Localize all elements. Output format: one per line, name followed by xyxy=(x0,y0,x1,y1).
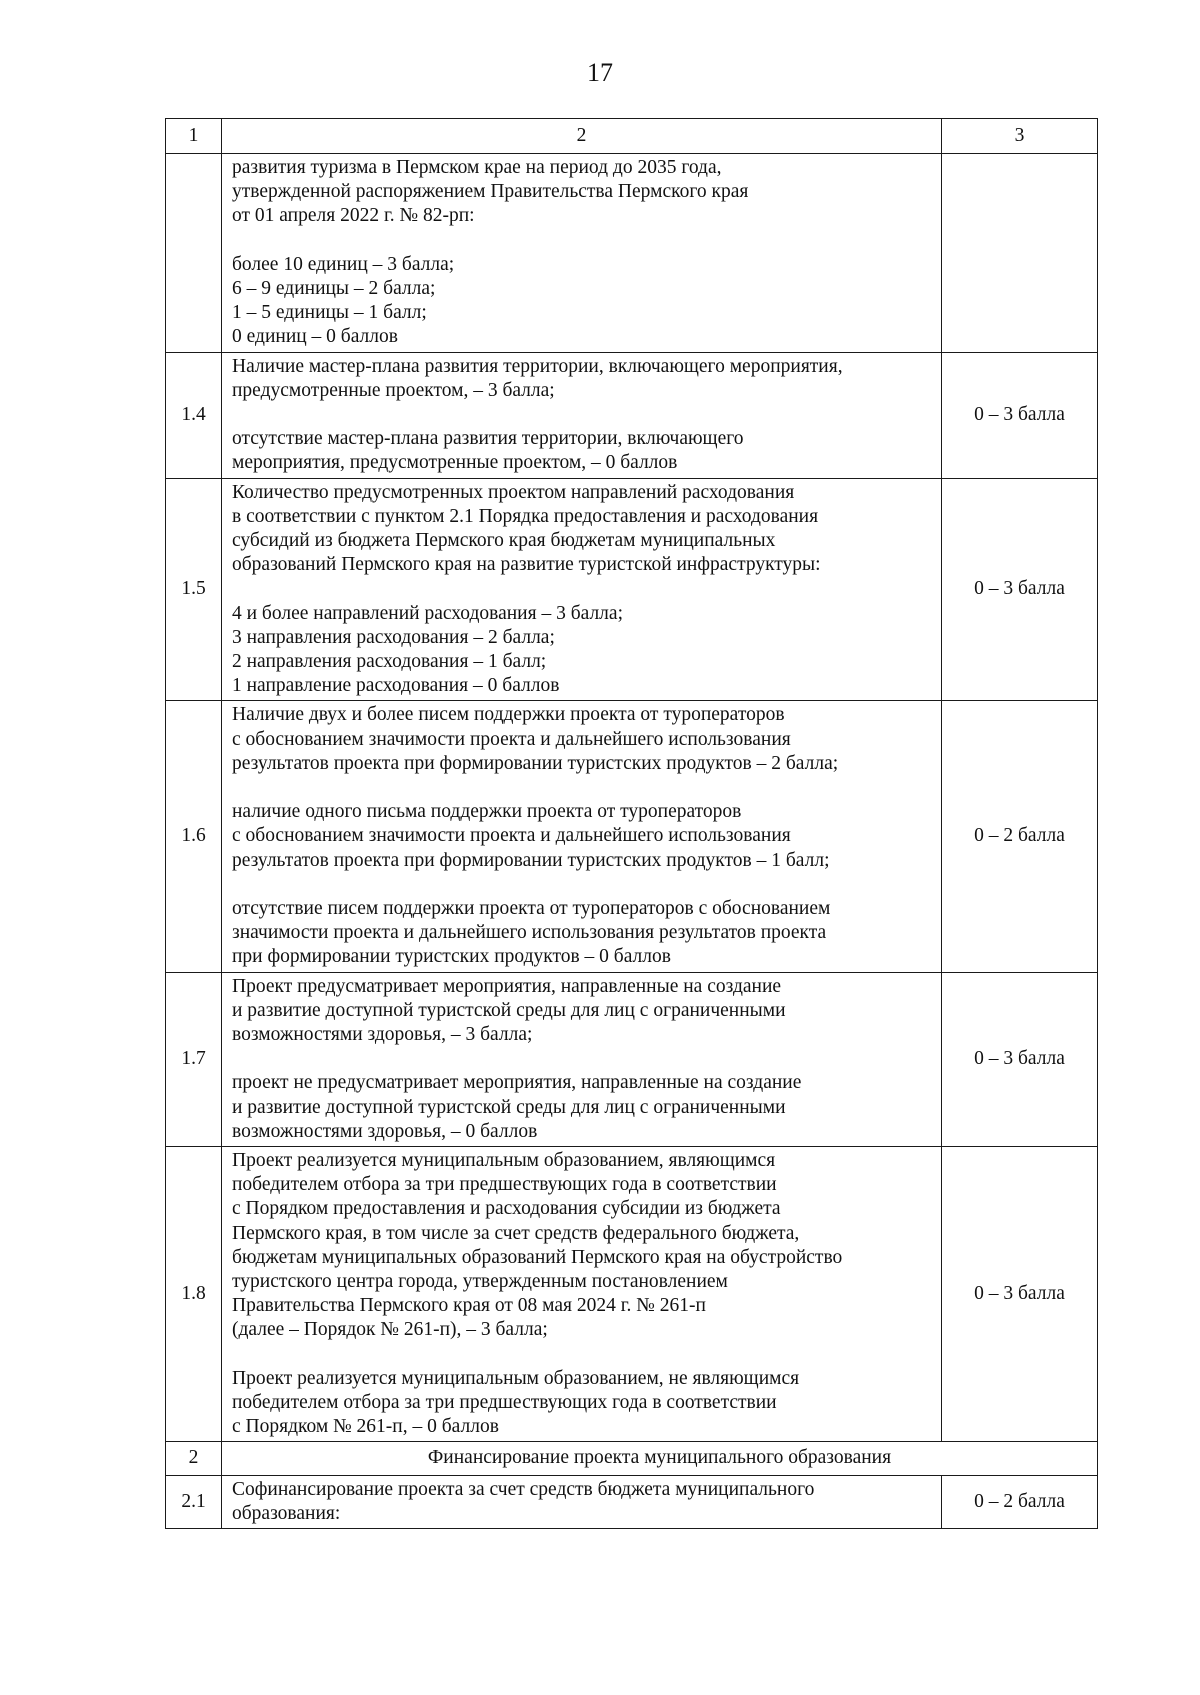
page-number: 17 xyxy=(587,58,613,87)
table-row xyxy=(166,154,1098,353)
criterion-paragraph: отсутствие писем поддержки проекта от туроператоров с обоснованием значимости проекта и дальнейшего использования результатов проекта при формировании туристских продуктов – 0 баллов xyxy=(232,898,831,968)
criterion-number: 1.4 xyxy=(166,352,222,478)
table-row xyxy=(166,972,1098,1146)
criterion-paragraph: более 10 единиц – 3 балла; 6 – 9 единицы – 2 балла; 1 – 5 единицы – 1 балл; 0 единиц – 0 баллов xyxy=(232,253,455,348)
criterion-paragraph: Проект реализуется муниципальным образованием, не являющимся победителем отбора за три предшествующих года в соответствии с Порядком № 261-п, – 0 баллов xyxy=(232,1367,800,1438)
criterion-number: 1.8 xyxy=(166,1147,222,1442)
criterion-number: 1.5 xyxy=(166,478,222,701)
criterion-number: 2.1 xyxy=(166,1475,222,1528)
criterion-text xyxy=(222,352,942,478)
section-number: 2 xyxy=(166,1442,222,1475)
criteria-table xyxy=(165,118,1098,1529)
criterion-score: 0 – 3 балла xyxy=(942,1147,1098,1442)
criterion-paragraph: Софинансирование проекта за счет средств бюджета муниципального образования: xyxy=(232,1478,815,1524)
table-row xyxy=(166,478,1098,701)
criterion-score: 0 – 3 балла xyxy=(942,972,1098,1146)
criterion-text xyxy=(222,154,942,353)
criterion-text xyxy=(222,701,942,972)
criterion-paragraph: Проект предусматривает мероприятия, направленные на создание и развитие доступной туристской среды для лиц с ограниченными возможностями здоровья, – 3 балла; xyxy=(232,975,786,1046)
criterion-score: 0 – 2 балла xyxy=(942,1475,1098,1528)
criterion-paragraph: проект не предусматривает мероприятия, направленные на создание и развитие доступной туристской среды для лиц с ограниченными возможностями здоровья, – 0 баллов xyxy=(232,1072,802,1142)
table-header-row xyxy=(166,119,1098,154)
criterion-number xyxy=(166,154,222,353)
column-header-1: 1 xyxy=(166,119,222,154)
criterion-paragraph: развития туризма в Пермском крае на период до 2035 года, утвержденной распоряжением Правительства Пермского края от 01 апреля 2022 г. № 82-рп: xyxy=(232,157,749,227)
criterion-score: 0 – 3 балла xyxy=(942,478,1098,701)
criterion-number: 1.6 xyxy=(166,701,222,972)
criterion-paragraph: отсутствие мастер-плана развития территории, включающего мероприятия, предусмотренные проектом, – 0 баллов xyxy=(232,428,744,474)
criterion-score xyxy=(942,154,1098,353)
criterion-paragraph: 4 и более направлений расходования – 3 балла; 3 направления расходования – 2 балла; 2 направления расходования – 1 балл; 1 направление расходования – 0 баллов xyxy=(232,602,623,697)
criterion-paragraph: Количество предусмотренных проектом направлений расходования в соответствии с пунктом 2.1 Порядка предоставления и расходования субсидий из бюджета Пермского края бюджетам муниципальных образований Пермского края на развитие туристской инфраструктуры: xyxy=(232,481,821,576)
section-title: Финансирование проекта муниципального образования xyxy=(222,1442,1098,1475)
criterion-score: 0 – 2 балла xyxy=(942,701,1098,972)
column-header-3: 3 xyxy=(942,119,1098,154)
column-header-2: 2 xyxy=(222,119,942,154)
criterion-paragraph: Проект реализуется муниципальным образованием, являющимся победителем отбора за три предшествующих года в соответствии с Порядком предоставления и расходования субсидии из бюджета Пермского края, в том числе за счет средств федерального бюджета, бюджетам муниципальных образований Пермского края на обустройство туристского центра города, утвержденным постановлением Правительства Пермского края от 08 мая 2024 г. № 261-п (далее – Порядок № 261-п), – 3 балла; xyxy=(232,1150,843,1341)
criterion-text xyxy=(222,478,942,701)
table-row xyxy=(166,352,1098,478)
criterion-text xyxy=(222,972,942,1146)
table-row xyxy=(166,701,1098,972)
criterion-score: 0 – 3 балла xyxy=(942,352,1098,478)
criterion-paragraph: Наличие мастер-плана развития территории, включающего мероприятия, предусмотренные проектом, – 3 балла; xyxy=(232,355,843,401)
table-row xyxy=(166,1475,1098,1528)
criterion-text xyxy=(222,1147,942,1442)
criterion-text xyxy=(222,1475,942,1528)
criterion-paragraph: Наличие двух и более писем поддержки проекта от туроператоров с обоснованием значимости проекта и дальнейшего использования результатов проекта при формировании туристских продуктов – 2 балла; xyxy=(232,704,839,774)
table-row xyxy=(166,1147,1098,1442)
criterion-paragraph: наличие одного письма поддержки проекта от туроператоров с обоснованием значимости проекта и дальнейшего использования результатов проекта при формировании туристских продуктов – 1 балл; xyxy=(232,801,830,871)
section-row xyxy=(166,1442,1098,1475)
criterion-number: 1.7 xyxy=(166,972,222,1146)
